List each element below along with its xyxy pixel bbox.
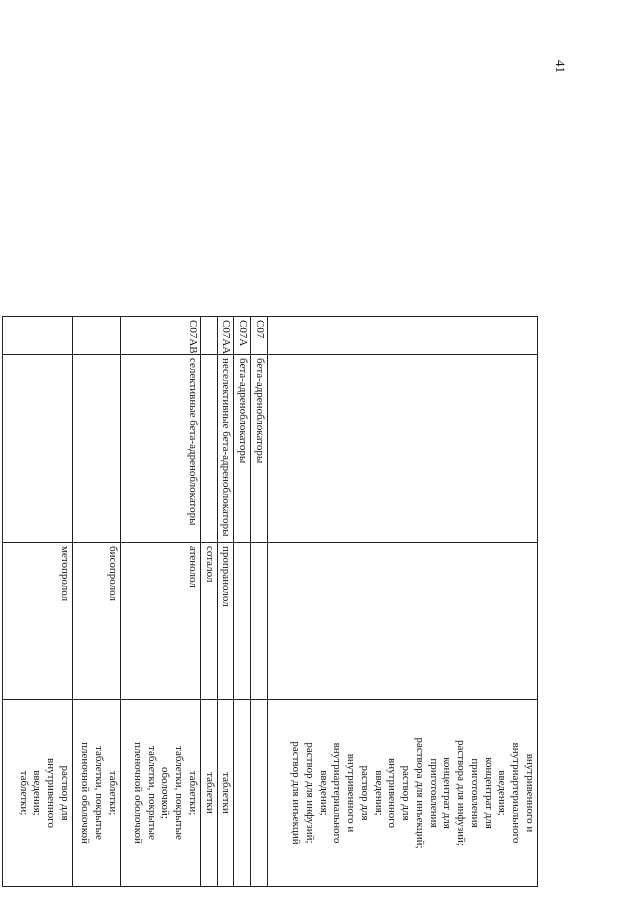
drug-cell: пропранолол [217, 543, 234, 700]
code-cell: C07AB [121, 317, 201, 355]
code-cell: C07A [234, 317, 251, 355]
form-line: введения; [317, 770, 330, 816]
form-line: приготовления [427, 758, 440, 828]
form-cell [234, 700, 251, 887]
form-line: внутриартериального [510, 742, 523, 844]
code-cell: C07AA [217, 317, 234, 355]
form-line: таблетки; [17, 770, 30, 816]
drug-table [2, 316, 538, 887]
table-row [121, 317, 201, 887]
page-number: 41 [553, 60, 568, 73]
group-cell [73, 355, 121, 543]
form-line: пленочной оболочкой [79, 742, 92, 844]
form-line: раствор для инъекций [290, 741, 303, 845]
form-line: внутривенного и [524, 753, 536, 833]
table-row [234, 317, 251, 887]
form-line: таблетки; [107, 770, 119, 816]
form-line: раствора для инфузий; [455, 739, 468, 847]
table-row-continuation [268, 317, 538, 887]
group-cell [3, 355, 73, 543]
form-line: раствор для [359, 765, 371, 821]
code-cell [3, 317, 73, 355]
form-cell [121, 700, 201, 887]
form-cell [251, 700, 268, 887]
drug-cell: бисопролол [73, 543, 121, 700]
drug-table-rotated [17, 316, 538, 886]
form-line: раствор для [400, 765, 413, 821]
group-cell: бета-адреноблокаторы [234, 355, 251, 543]
table-row [217, 317, 234, 887]
drug-cell [234, 543, 251, 700]
form-line: раствор для [59, 765, 71, 821]
table-row [251, 317, 268, 887]
group-cell: селективные бета-адреноблокаторы [121, 355, 201, 543]
form-line: внутривенного и [345, 753, 358, 833]
form-line: концентрат для [482, 757, 495, 829]
form-line: раствора для инъекций; [414, 737, 426, 849]
drug-cell [251, 543, 268, 700]
table-row [3, 317, 73, 887]
form-line: введения; [31, 770, 44, 816]
drug-cell: соталол [201, 543, 218, 700]
drug-cell [268, 543, 538, 700]
form-line: раствор для инфузий; [304, 742, 316, 844]
form-line: концентрат для [441, 757, 454, 829]
form-line: таблетки, покрытые [173, 746, 186, 840]
group-cell [201, 355, 218, 543]
form-cell-continuation [268, 700, 538, 887]
drug-cell: атенолол [121, 543, 201, 700]
form-cell [201, 700, 218, 887]
code-cell [73, 317, 121, 355]
code-cell: C07 [251, 317, 268, 355]
form-line: пленочной оболочкой [132, 742, 144, 844]
form-line: таблетки, покрытые [93, 746, 106, 840]
table-row [201, 317, 218, 887]
form-cell [3, 700, 73, 887]
form-line: внутривенного [45, 758, 58, 828]
form-line: приготовления [469, 758, 481, 828]
form-line: оболочкой; [159, 767, 172, 819]
form-line: внутривенного [386, 758, 399, 828]
group-cell: бета-адреноблокаторы [251, 355, 268, 543]
form-cell [73, 700, 121, 887]
form-cell [217, 700, 234, 887]
code-cell [201, 317, 218, 355]
form-line: введения; [496, 770, 509, 816]
form-line: внутриартериального [331, 742, 344, 844]
form-line: таблетки [203, 772, 216, 814]
group-cell [268, 355, 538, 543]
form-line: таблетки [220, 772, 233, 814]
form-line: таблетки, покрытые [145, 746, 158, 840]
group-cell: неселективные бета-адреноблокаторы [217, 355, 234, 543]
drug-cell: метопролол [3, 543, 73, 700]
form-line: таблетки; [187, 770, 199, 816]
code-cell [268, 317, 538, 355]
table-row [73, 317, 121, 887]
form-line: введения; [372, 770, 385, 816]
